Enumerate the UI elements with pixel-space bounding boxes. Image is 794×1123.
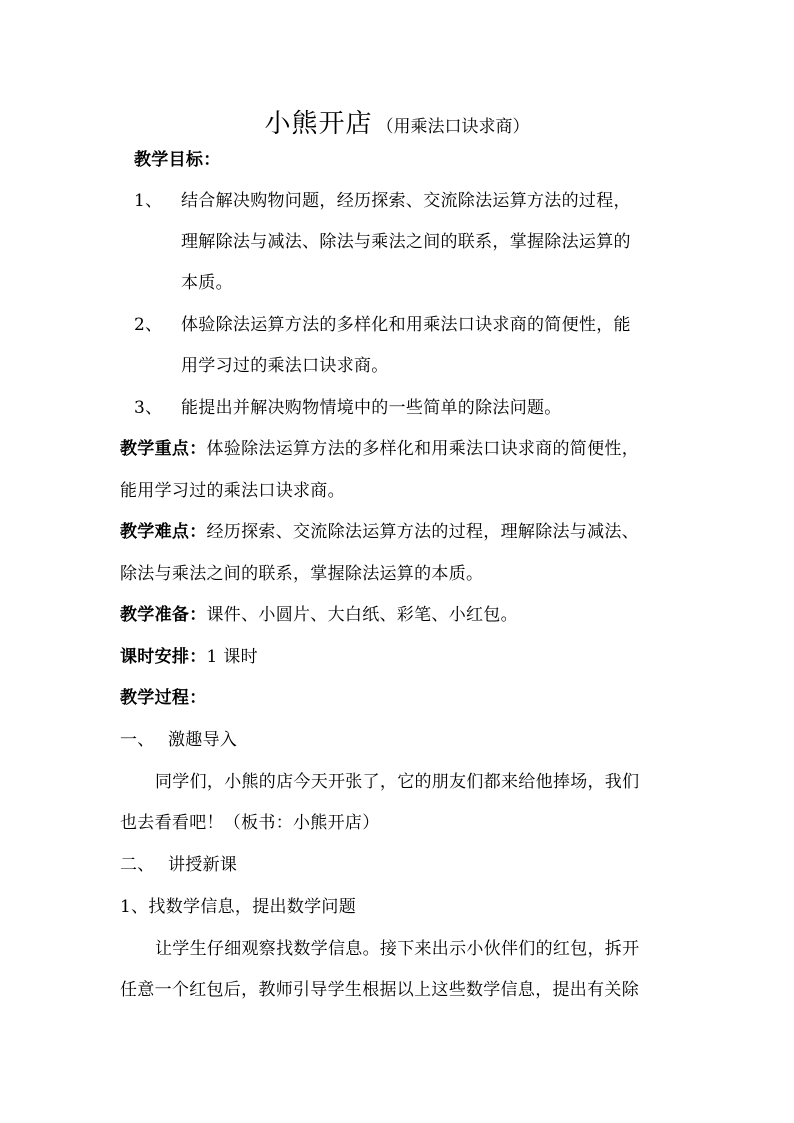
subsection-1-line-1: 让学生仔细观察找数学信息。接下来出示小伙伴们的红包，拆开 [155, 939, 640, 959]
section-1-line-1: 同学们，小熊的店今天开张了，它的朋友们都来给他捧场，我们 [155, 772, 640, 792]
key-point-text-1: 体验除法运算方法的多样化和用乘法口诀求商的简便性， [206, 439, 639, 459]
objective-1-line-3: 本质。 [181, 273, 233, 293]
subsection-1-line-2: 任意一个红包后，教师引导学生根据以上这些数学信息，提出有关除 [120, 980, 639, 1000]
section-2-title: 讲授新课 [168, 855, 238, 875]
objective-1-line-2: 理解除法与减法、除法与乘法之间的联系，掌握除法运算的 [181, 232, 631, 252]
difficulty-line-2: 除法与乘法之间的联系，掌握除法运算的本质。 [120, 564, 484, 584]
objective-1-number: 1、 [134, 191, 163, 211]
schedule-text: 1 课时 [206, 647, 258, 667]
section-1-heading [120, 730, 237, 750]
key-point-line-1 [120, 439, 639, 459]
schedule-label: 课时安排： [120, 647, 207, 667]
objective-2-line-2: 用学习过的乘法口诀求商。 [181, 356, 389, 376]
difficulty-line-1 [120, 522, 639, 542]
section-1-number: 一、 [120, 730, 155, 750]
schedule-line [120, 647, 258, 667]
objective-2-number: 2、 [134, 315, 163, 335]
difficulty-text-1: 经历探索、交流除法运算方法的过程，理解除法与减法、 [206, 522, 639, 542]
objective-1-line-1: 结合解决购物问题，经历探索、交流除法运算方法的过程， [181, 191, 631, 211]
preparation-line [120, 605, 518, 625]
objective-2-line-1: 体验除法运算方法的多样化和用乘法口诀求商的简便性，能 [181, 315, 631, 335]
section-2-number: 二、 [120, 855, 155, 875]
document-title [0, 103, 794, 140]
section-2-heading [120, 855, 237, 875]
process-heading: 教学过程： [120, 688, 207, 708]
objective-3-number: 3、 [134, 398, 163, 418]
title-main: 小熊开店 [264, 109, 373, 139]
objectives-heading: 教学目标： [134, 150, 221, 170]
section-1-line-2: 也去看看吧！（板书：小熊开店） [120, 813, 380, 833]
objective-3-line-1: 能提出并解决购物情境中的一些简单的除法问题。 [181, 398, 562, 418]
difficulty-label: 教学难点： [120, 522, 207, 542]
key-point-line-2: 能用学习过的乘法口诀求商。 [120, 481, 345, 501]
preparation-label: 教学准备： [120, 605, 207, 625]
title-subtitle: （用乘法口诀求商） [376, 117, 530, 137]
preparation-text: 课件、小圆片、大白纸、彩笔、小红包。 [206, 605, 518, 625]
key-point-label: 教学重点： [120, 439, 207, 459]
subsection-1-title: 1、找数学信息，提出数学问题 [120, 897, 357, 917]
section-1-title: 激趣导入 [168, 730, 238, 750]
